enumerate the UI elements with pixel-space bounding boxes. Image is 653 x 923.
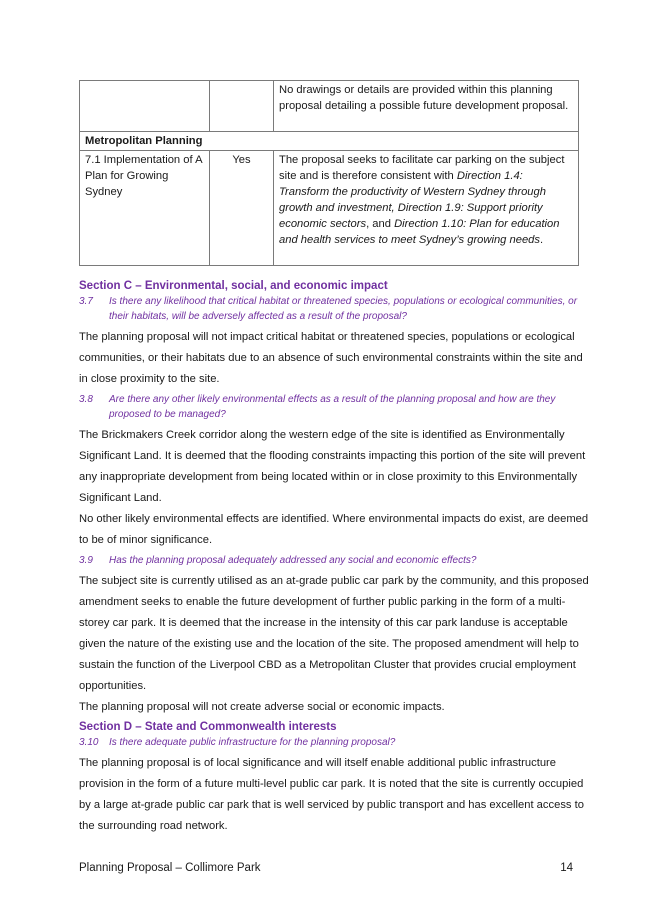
- page-footer: [79, 862, 573, 874]
- section-d-heading: Section D – State and Commonwealth interests: [79, 721, 337, 733]
- table-section-header: Metropolitan Planning: [80, 132, 579, 151]
- answer-3-9-para-1: The subject site is currently utilised as an at-grade public car park by the community, and this proposed amendment seeks to enable the future development of further public parking in the form of a multi-storey car park. It is deemed that the increase in the intensity of this car park landuse is acceptable given the nature of the existing use and the location of the site. The proposed amendment will help to sustain the function of the Liverpool CBD as a Metropolitan Cluster that provides crucial employment opportunities.: [79, 575, 589, 692]
- table-cell-comment: No drawings or details are provided within this planning proposal detailing a possible future development proposal.: [274, 81, 579, 132]
- answer-3-7: The planning proposal will not impact critical habitat or threatened species, populations or ecological communities, or their habitats due to an absence of such environmental constraints within the site and in close proximity to the site.: [79, 331, 583, 385]
- section-c: [79, 279, 589, 718]
- answer-3-8-para-1: The Brickmakers Creek corridor along the western edge of the site is identified as Environmentally Significant Land. It is deemed that the flooding constraints impacting this portion of the site will prevent any inappropriate development from being located within or in close proximity to this Environmentally Significant Land.: [79, 429, 586, 504]
- question-3-7: [79, 294, 589, 324]
- section-d: [79, 720, 589, 837]
- table-cell-consistent: [210, 81, 274, 132]
- table-cell-clause: 7.1 Implementation of A Plan for Growing Sydney: [80, 151, 210, 266]
- question-3-9: [79, 553, 589, 568]
- comment-direction-emphasis: Direction 1.4: Transform the productivity of Western Sydney through growth and investment, Direction 1.9: Support priority economic sectors: [279, 170, 546, 230]
- question-3-8: [79, 392, 589, 422]
- question-text: Is there adequate public infrastructure for the planning proposal?: [109, 737, 396, 748]
- question-3-10: [79, 735, 589, 750]
- table-section-row: [80, 132, 579, 151]
- section-c-heading: Section C – Environmental, social, and economic impact: [79, 280, 388, 292]
- comment-text: .: [540, 234, 544, 246]
- table-cell-clause: [80, 81, 210, 132]
- comment-direction-emphasis: Direction 1.10: Plan for education and health services to meet Sydney’s growing needs: [279, 218, 560, 246]
- consistency-table-container: [79, 80, 573, 266]
- question-text: Are there any other likely environmental effects as a result of the planning proposal and how are they proposed to be managed?: [109, 394, 556, 420]
- table-cell-comment: [274, 151, 579, 266]
- comment-text: The proposal seeks to facilitate car parking on the subject site and is therefore consistent with: [279, 154, 565, 182]
- question-text: Is there any likelihood that critical habitat or threatened species, populations or ecological communities, or their habitats, will be adversely affected as a result of the proposal?: [109, 296, 578, 322]
- question-number: 3.9: [79, 555, 93, 566]
- page-number: 14: [560, 862, 573, 874]
- question-text: Has the planning proposal adequately addressed any social and economic effects?: [109, 555, 477, 566]
- table-row: [80, 81, 579, 132]
- table-cell-consistent: Yes: [210, 151, 274, 266]
- answer-3-8-para-2: No other likely environmental effects are identified. Where environmental impacts do exist, are deemed to be of minor significance.: [79, 513, 589, 546]
- answer-3-10: The planning proposal is of local significance and will itself enable additional public infrastructure provision in the form of a future multi-level public car park. It is noted that the site is currently occupied by a large at-grade public car park that is well serviced by public transport and has excellent access to the surrounding road network.: [79, 757, 584, 832]
- footer-title: Planning Proposal – Collimore Park: [79, 862, 261, 874]
- question-number: 3.8: [79, 394, 93, 405]
- answer-3-9-para-2: The planning proposal will not create adverse social or economic impacts.: [79, 701, 445, 713]
- table-row: [80, 151, 579, 266]
- question-number: 3.10: [79, 737, 99, 748]
- consistency-table: [79, 80, 579, 266]
- question-number: 3.7: [79, 296, 93, 307]
- comment-text: , and: [366, 218, 395, 230]
